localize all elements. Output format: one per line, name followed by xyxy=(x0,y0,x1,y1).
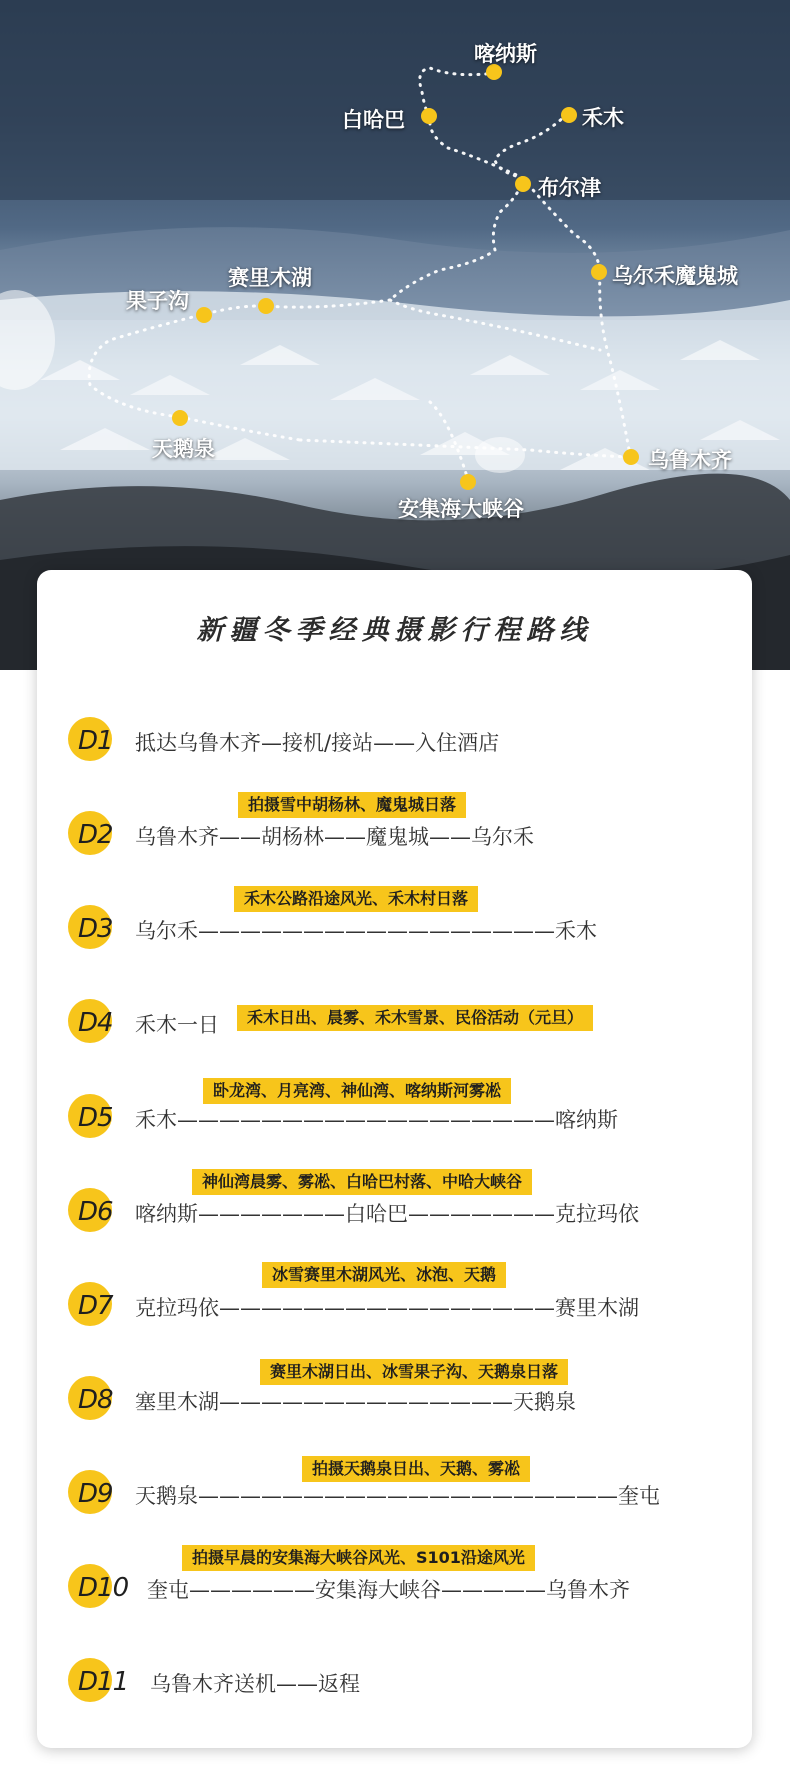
day-badge xyxy=(68,1376,112,1420)
place-label-baihaba: 白哈巴 xyxy=(342,108,405,132)
day-label: D6 xyxy=(78,1197,113,1227)
day-label: D4 xyxy=(78,1008,113,1038)
day-highlight: 拍摄天鹅泉日出、天鹅、雾凇 xyxy=(302,1456,530,1482)
itinerary-card xyxy=(37,570,752,1748)
day-badge xyxy=(68,1094,112,1138)
place-dot-guozigou xyxy=(196,307,212,323)
day-highlight: 赛里木湖日出、冰雪果子沟、天鹅泉日落 xyxy=(260,1359,568,1385)
day-highlight: 禾木日出、晨雾、禾木雪景、民俗活动（元旦） xyxy=(237,1005,593,1031)
place-dot-swan-spring xyxy=(172,410,188,426)
day-badge xyxy=(68,1188,112,1232)
place-label-urho: 乌尔禾魔鬼城 xyxy=(612,264,738,288)
day-label: D8 xyxy=(78,1385,113,1415)
day-route: 奎屯——————安集海大峡谷—————乌鲁木齐 xyxy=(147,1578,630,1602)
day-route: 克拉玛依————————————————赛里木湖 xyxy=(135,1296,639,1320)
day-badge xyxy=(68,717,112,761)
place-label-guozigou: 果子沟 xyxy=(126,289,189,313)
day-label: D9 xyxy=(78,1479,113,1509)
place-label-sayram: 赛里木湖 xyxy=(228,266,312,290)
day-highlight: 卧龙湾、月亮湾、神仙湾、喀纳斯河雾凇 xyxy=(203,1078,511,1104)
place-label-kanas: 喀纳斯 xyxy=(474,42,537,66)
day-route: 乌鲁木齐——胡杨林——魔鬼城——乌尔禾 xyxy=(135,825,534,849)
day-badge xyxy=(68,1470,112,1514)
day-label: D1 xyxy=(78,726,113,756)
day-label: D3 xyxy=(78,914,113,944)
day-label: D7 xyxy=(78,1291,113,1321)
day-route: 塞里木湖——————————————天鹅泉 xyxy=(135,1390,576,1414)
day-label: D10 xyxy=(78,1573,129,1603)
day-route: 禾木——————————————————喀纳斯 xyxy=(135,1108,618,1132)
day-route: 抵达乌鲁木齐—接机/接站——入住酒店 xyxy=(135,731,500,755)
day-highlight: 拍摄雪中胡杨林、魔鬼城日落 xyxy=(238,792,466,818)
place-label-anjihai: 安集海大峡谷 xyxy=(398,497,524,521)
itinerary-title: 新疆冬季经典摄影行程路线 xyxy=(196,615,593,646)
place-dot-sayram xyxy=(258,298,274,314)
day-highlight: 禾木公路沿途风光、禾木村日落 xyxy=(234,886,478,912)
day-badge xyxy=(68,1564,129,1608)
day-route: 乌尔禾—————————————————禾木 xyxy=(135,919,597,943)
day-route: 乌鲁木齐送机——返程 xyxy=(150,1672,360,1696)
place-label-burqin: 布尔津 xyxy=(538,176,601,200)
day-label: D11 xyxy=(78,1667,129,1697)
place-label-swan-spring: 天鹅泉 xyxy=(152,437,215,461)
day-route: 喀纳斯———————白哈巴———————克拉玛依 xyxy=(135,1202,639,1226)
place-dot-hemu xyxy=(561,107,577,123)
day-badge xyxy=(68,1282,112,1326)
day-badge xyxy=(68,811,112,855)
place-dot-baihaba xyxy=(421,108,437,124)
place-dot-anjihai xyxy=(460,474,476,490)
place-dot-urho xyxy=(591,264,607,280)
day-highlight: 冰雪赛里木湖风光、冰泡、天鹅 xyxy=(262,1262,506,1288)
day-route: 禾木一日 xyxy=(135,1013,219,1037)
day-label: D2 xyxy=(78,820,113,850)
place-label-urumqi: 乌鲁木齐 xyxy=(648,448,732,472)
day-badge xyxy=(68,999,112,1043)
day-badge xyxy=(68,1658,129,1702)
place-dot-urumqi xyxy=(623,449,639,465)
place-dot-burqin xyxy=(515,176,531,192)
place-label-hemu: 禾木 xyxy=(582,106,624,130)
day-highlight: 神仙湾晨雾、雾凇、白哈巴村落、中哈大峡谷 xyxy=(192,1169,532,1195)
day-label: D5 xyxy=(78,1103,113,1133)
day-route: 天鹅泉————————————————————奎屯 xyxy=(135,1484,660,1508)
day-highlight: 拍摄早晨的安集海大峡谷风光、S101沿途风光 xyxy=(182,1545,535,1571)
day-badge xyxy=(68,905,112,949)
